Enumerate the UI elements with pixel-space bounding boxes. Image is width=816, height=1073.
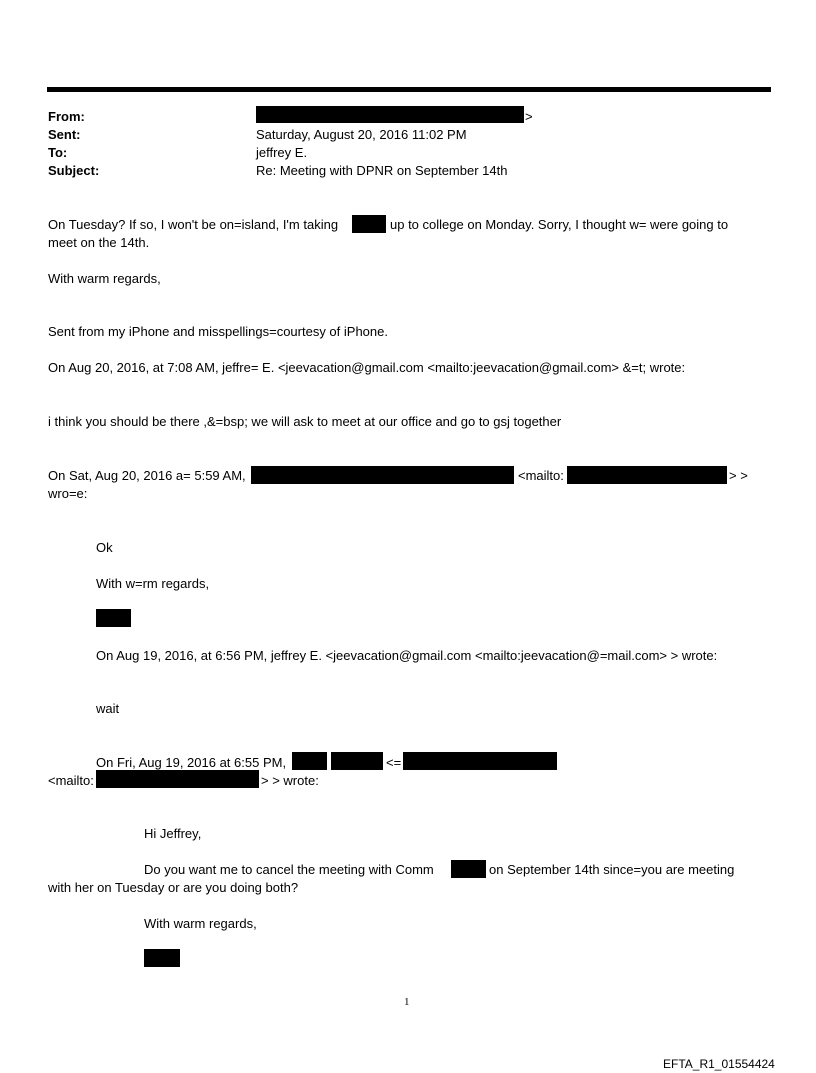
question-line-c: with her on Tuesday or are you doing both? xyxy=(48,880,299,895)
to-value: jeffrey E. xyxy=(256,145,308,160)
quote-2-header-d: wro=e: xyxy=(48,486,88,501)
redaction-name-1 xyxy=(352,215,386,233)
quote-4-header-d: > > wrote: xyxy=(261,773,319,788)
signoff-1: With warm regards, xyxy=(48,271,161,286)
signoff-2: With w=rm regards, xyxy=(96,576,210,591)
redaction-signature-1 xyxy=(96,609,131,627)
quote-4-header-b: <= xyxy=(386,755,402,770)
subject-value: Re: Meeting with DPNR on September 14th xyxy=(256,163,508,178)
quote-2-header-c: > > xyxy=(729,468,748,483)
subject-label: Subject: xyxy=(48,163,100,178)
redaction-email-2 xyxy=(96,770,259,788)
reply-ok: Ok xyxy=(96,540,113,555)
quote-2-header-a: On Sat, Aug 20, 2016 a= 5:59 AM, xyxy=(48,468,246,483)
from-suffix: > xyxy=(525,109,533,124)
quote-3-header: On Aug 19, 2016, at 6:56 PM, jeffrey E. <jeevacation@gmail.com <mailto:jeevacation@=mail.com> > wrote: xyxy=(96,648,718,663)
quote-4-header-a: On Fri, Aug 19, 2016 at 6:55 PM, xyxy=(96,755,287,770)
page-number: 1 xyxy=(404,996,410,1008)
quote-2-header-b: <mailto: xyxy=(518,468,564,483)
quote-1-body: i think you should be there ,&=bsp; we will ask to meet at our office and go to gsj together xyxy=(48,414,562,429)
question-line-b: on September 14th since=you are meeting xyxy=(489,862,735,877)
redaction-email-1 xyxy=(403,752,557,770)
quote-4-header-c: <mailto: xyxy=(48,773,94,788)
body-paragraph-1c: meet on the 14th. xyxy=(48,235,150,250)
quote-1-header: On Aug 20, 2016, at 7:08 AM, jeffre= E. <jeevacation@gmail.com <mailto:jeevacation@gmail.com> &=t; wrote: xyxy=(48,360,686,375)
from-label: From: xyxy=(48,109,85,124)
sent-from-line: Sent from my iPhone and misspellings=courtesy of iPhone. xyxy=(48,324,388,339)
header-rule xyxy=(47,87,771,92)
to-label: To: xyxy=(48,145,68,160)
sent-value: Saturday, August 20, 2016 11:02 PM xyxy=(256,127,467,142)
redaction-first-name xyxy=(292,752,327,770)
sent-label: Sent: xyxy=(48,127,81,142)
body-paragraph-1a: On Tuesday? If so, I won't be on=island, I'm taking xyxy=(48,217,339,232)
redaction-commissioner xyxy=(451,860,486,878)
signoff-3: With warm regards, xyxy=(144,916,257,931)
redaction-last-name xyxy=(331,752,383,770)
reply-wait: wait xyxy=(96,701,120,716)
question-line-a: Do you want me to cancel the meeting with Comm xyxy=(144,862,434,877)
greeting: Hi Jeffrey, xyxy=(144,826,202,841)
redaction-from xyxy=(256,106,524,123)
redaction-signature-2 xyxy=(144,949,180,967)
redaction-sender-name xyxy=(251,466,514,484)
body-paragraph-1b: up to college on Monday. Sorry, I thought w= were going to xyxy=(390,217,729,232)
redaction-sender-email xyxy=(567,466,727,484)
footer-document-id: EFTA_R1_01554424 xyxy=(663,1057,775,1071)
